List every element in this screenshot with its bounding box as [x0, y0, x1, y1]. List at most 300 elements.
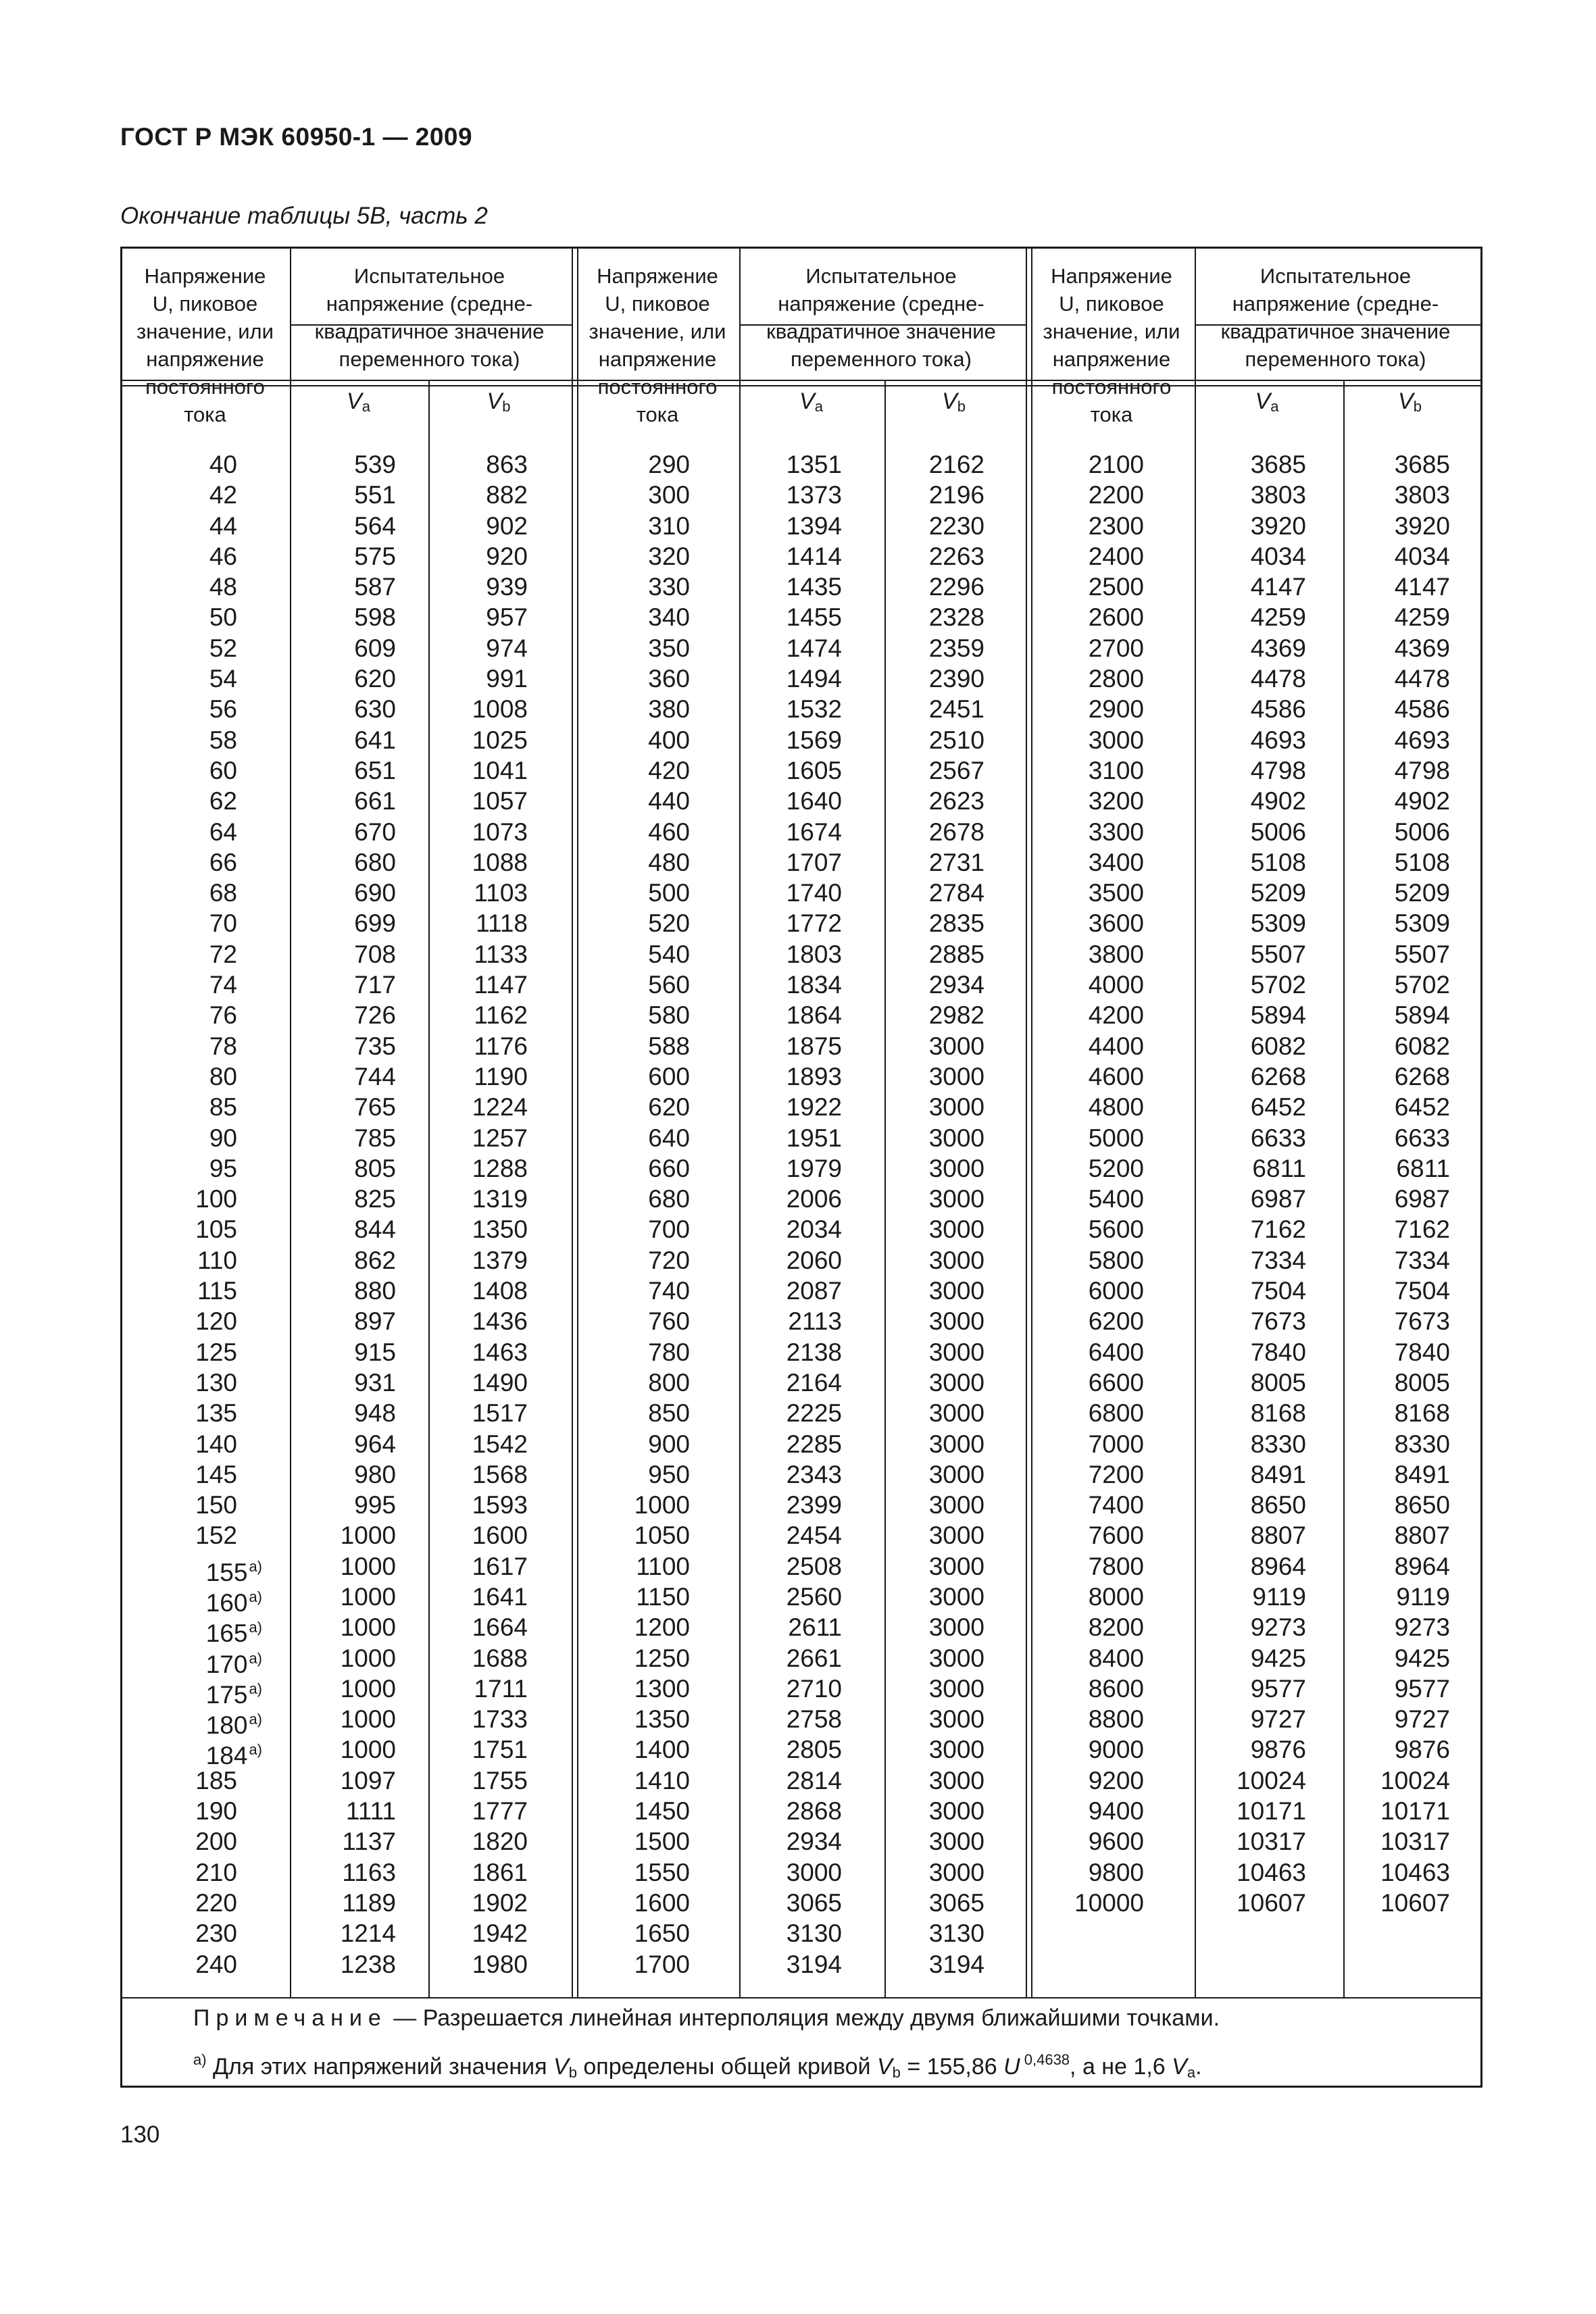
cell-value: 5894 — [1250, 1001, 1306, 1030]
cell-value: 957 — [486, 603, 528, 632]
cell-value: 74 — [209, 971, 237, 999]
cell-value: 9727 — [1394, 1705, 1450, 1734]
cell-value: 320 — [648, 542, 690, 570]
cell-g1-vb-26 — [428, 1214, 528, 1244]
cell-value: 1000 — [340, 1674, 396, 1703]
footnote-sub-b-1: b — [568, 2064, 577, 2081]
cell-value: 1600 — [472, 1521, 528, 1550]
cell-g1-va-30 — [289, 1337, 396, 1367]
cell-value: 1176 — [474, 1032, 528, 1060]
cell-g3-va-4 — [1193, 541, 1306, 572]
cell-value: 4369 — [1394, 634, 1450, 662]
cell-value: 1700 — [634, 1950, 690, 1978]
cell-value: 850 — [648, 1399, 690, 1428]
cell-g2-u-23 — [576, 1123, 690, 1153]
cell-g1-vb-32 — [428, 1398, 528, 1428]
cell-value: 880 — [354, 1277, 396, 1305]
cell-value: 1150 — [636, 1582, 690, 1611]
cell-g1-u-16 — [120, 908, 262, 938]
cell-value: 175 — [205, 1680, 248, 1709]
cell-g1-vb-39 — [428, 1612, 528, 1642]
cell-value: 2343 — [786, 1460, 842, 1488]
cell-g3-va-13 — [1193, 817, 1306, 847]
cell-value: 6800 — [1088, 1399, 1144, 1428]
cell-g2-u-40 — [576, 1643, 690, 1674]
cell-g2-u-33 — [576, 1429, 690, 1459]
cell-g2-va-27 — [739, 1245, 842, 1276]
footnote-u: U — [1003, 2054, 1020, 2080]
cell-g2-va-50 — [739, 1949, 842, 1980]
cell-g2-u-34 — [576, 1459, 690, 1490]
cell-g2-va-46 — [739, 1826, 842, 1857]
cell-g2-u-46 — [576, 1826, 690, 1857]
cell-g3-u-33 — [1030, 1429, 1144, 1459]
cell-value: 165 — [205, 1619, 248, 1648]
cell-g1-vb-17 — [428, 939, 528, 970]
header-va-1: $V_a$ — [347, 388, 370, 415]
cell-value: 575 — [354, 542, 396, 570]
cell-value: 480 — [648, 848, 690, 876]
footnote-v-2: V — [876, 2054, 893, 2080]
cell-g2-vb-9 — [884, 694, 984, 724]
cell-value: 564 — [354, 511, 396, 540]
cell-value: 8600 — [1088, 1674, 1144, 1703]
cell-g3-vb-46 — [1341, 1826, 1450, 1857]
cell-value: 200 — [195, 1828, 237, 1856]
cell-g1-vb-27 — [428, 1245, 528, 1276]
cell-g3-u-36 — [1030, 1520, 1144, 1551]
cell-g1-u-2 — [120, 480, 262, 510]
cell-g3-vb-8 — [1341, 663, 1450, 694]
cell-value: 60 — [209, 756, 237, 784]
cell-g1-u-17 — [120, 939, 262, 970]
cell-g2-u-17 — [576, 939, 690, 970]
cell-g3-vb-34 — [1341, 1459, 1450, 1490]
cell-g1-u-19 — [120, 1000, 262, 1030]
cell-g1-u-34 — [120, 1459, 262, 1490]
cell-value: 9000 — [1088, 1736, 1144, 1764]
cell-g1-va-17 — [289, 939, 396, 970]
column-vb-1 — [428, 449, 528, 1980]
cell-value: 660 — [648, 1154, 690, 1182]
cell-value: 862 — [354, 1246, 396, 1274]
cell-value: 9425 — [1394, 1644, 1450, 1672]
cell-g1-va-18 — [289, 970, 396, 1000]
cell-value: 805 — [354, 1154, 396, 1182]
column-u-2 — [576, 449, 690, 1980]
cell-value: 4369 — [1250, 634, 1306, 662]
cell-g2-vb-12 — [884, 786, 984, 816]
cell-g3-u-43 — [1030, 1734, 1144, 1765]
cell-g1-vb-18 — [428, 970, 528, 1000]
cell-value: 1224 — [472, 1093, 528, 1122]
cell-g3-u-40 — [1030, 1643, 1144, 1674]
cell-g1-vb-3 — [428, 511, 528, 541]
cell-value: 3000 — [928, 1582, 984, 1611]
cell-value: 5309 — [1250, 909, 1306, 938]
cell-value: 1517 — [472, 1399, 528, 1428]
cell-value: 3000 — [1088, 726, 1144, 754]
cell-value: 9425 — [1250, 1644, 1306, 1672]
header-vb-3: $V_b$ — [1398, 388, 1422, 415]
cell-value: 1751 — [472, 1736, 528, 1764]
cell-value: 2805 — [786, 1736, 842, 1764]
cell-g2-vb-49 — [884, 1918, 984, 1948]
cell-value: 4147 — [1250, 573, 1306, 601]
cell-value: 8650 — [1250, 1491, 1306, 1519]
cell-g2-u-29 — [576, 1306, 690, 1336]
cell-g1-va-49 — [289, 1918, 396, 1948]
cell-value: 5209 — [1250, 879, 1306, 907]
cell-g3-vb-12 — [1341, 786, 1450, 816]
cell-value: 130 — [195, 1368, 237, 1397]
cell-value: 1494 — [786, 665, 842, 693]
cell-g1-va-8 — [289, 663, 396, 694]
cell-value: 560 — [648, 971, 690, 999]
cell-g1-va-7 — [289, 633, 396, 663]
cell-value: 680 — [648, 1185, 690, 1213]
cell-value: 4902 — [1394, 787, 1450, 815]
cell-g2-va-48 — [739, 1888, 842, 1918]
cell-g1-va-6 — [289, 602, 396, 632]
cell-value: 7334 — [1394, 1246, 1450, 1274]
cell-value: 1707 — [786, 848, 842, 876]
cell-g1-vb-22 — [428, 1092, 528, 1122]
cell-g3-u-21 — [1030, 1061, 1144, 1092]
cell-g3-vb-14 — [1341, 847, 1450, 878]
cell-value: 7600 — [1088, 1521, 1144, 1550]
cell-g2-u-19 — [576, 1000, 690, 1030]
cell-value: 1740 — [786, 879, 842, 907]
cell-value: 3803 — [1250, 481, 1306, 509]
cell-g3-u-48 — [1030, 1888, 1144, 1918]
cell-value: 3000 — [928, 1246, 984, 1274]
cell-value: 825 — [354, 1185, 396, 1213]
cell-value: 1300 — [634, 1674, 690, 1703]
cell-value: 3500 — [1088, 879, 1144, 907]
cell-value: 1942 — [472, 1919, 528, 1948]
cell-value: 2230 — [928, 511, 984, 540]
cell-value: 9273 — [1394, 1613, 1450, 1642]
cell-value: 1088 — [472, 848, 528, 876]
cell-g3-vb-36 — [1341, 1520, 1450, 1551]
cell-value: 5894 — [1394, 1001, 1450, 1030]
cell-g3-vb-13 — [1341, 817, 1450, 847]
cell-value: 931 — [354, 1368, 396, 1397]
cell-value: 1000 — [340, 1552, 396, 1580]
cell-value: 2060 — [786, 1246, 842, 1274]
cell-value: 520 — [648, 909, 690, 938]
cell-g1-va-20 — [289, 1031, 396, 1061]
cell-value: 1073 — [472, 818, 528, 846]
cell-g2-vb-5 — [884, 572, 984, 602]
cell-g1-u-7 — [120, 633, 262, 663]
cell-g3-va-24 — [1193, 1153, 1306, 1184]
cell-value: 2982 — [928, 1001, 984, 1030]
cell-g1-u-29 — [120, 1306, 262, 1336]
cell-value: 64 — [209, 818, 237, 846]
cell-g1-u-48 — [120, 1888, 262, 1918]
cell-value: 2800 — [1088, 665, 1144, 693]
cell-g1-u-38 — [120, 1582, 262, 1617]
cell-g3-u-19 — [1030, 1000, 1144, 1030]
cell-g3-va-14 — [1193, 847, 1306, 878]
cell-g3-va-36 — [1193, 1520, 1306, 1551]
cell-g2-vb-48 — [884, 1888, 984, 1918]
cell-value: 2710 — [786, 1674, 842, 1703]
cell-g2-vb-30 — [884, 1337, 984, 1367]
cell-g3-va-17 — [1193, 939, 1306, 970]
note-label: Примечание — [193, 2005, 387, 2031]
cell-g3-va-19 — [1193, 1000, 1306, 1030]
column-va-3 — [1193, 449, 1306, 1918]
cell-g1-u-14 — [120, 847, 262, 878]
cell-g3-u-1 — [1030, 449, 1144, 480]
cell-value: 3000 — [928, 1521, 984, 1550]
cell-value: 4034 — [1394, 542, 1450, 570]
cell-value: 10607 — [1237, 1888, 1306, 1917]
cell-value: 85 — [209, 1093, 237, 1122]
cell-value: 2400 — [1088, 542, 1144, 570]
cell-value: 1650 — [634, 1919, 690, 1948]
cell-value: 1400 — [634, 1736, 690, 1764]
cell-g1-vb-2 — [428, 480, 528, 510]
cell-value: 1137 — [342, 1828, 396, 1856]
cell-value: 1000 — [634, 1491, 690, 1519]
cell-g2-va-37 — [739, 1551, 842, 1582]
note-text: — Разрешается линейная интерполяция между двумя ближайшими точками. — [386, 2005, 1220, 2031]
cell-g2-u-30 — [576, 1337, 690, 1367]
cell-g1-vb-4 — [428, 541, 528, 572]
cell-value: 2006 — [786, 1185, 842, 1213]
cell-value: 1250 — [634, 1644, 690, 1672]
cell-value: 9400 — [1088, 1797, 1144, 1826]
cell-g2-vb-38 — [884, 1582, 984, 1612]
cell-value: 1000 — [340, 1705, 396, 1734]
cell-g3-vb-43 — [1341, 1734, 1450, 1765]
cell-value: 380 — [648, 695, 690, 724]
cell-g3-u-2 — [1030, 480, 1144, 510]
cell-value: 1000 — [340, 1521, 396, 1550]
cell-g2-vb-24 — [884, 1153, 984, 1184]
cell-value: 7400 — [1088, 1491, 1144, 1519]
cell-value: 5507 — [1394, 940, 1450, 968]
cell-value: 4000 — [1088, 971, 1144, 999]
cell-g1-vb-1 — [428, 449, 528, 480]
cell-value: 4259 — [1394, 603, 1450, 632]
cell-value: 1025 — [472, 726, 528, 754]
cell-g3-vb-27 — [1341, 1245, 1450, 1276]
cell-value: 2611 — [788, 1613, 842, 1642]
column-u-1 — [120, 449, 262, 1980]
cell-g2-vb-20 — [884, 1031, 984, 1061]
cell-g3-u-47 — [1030, 1857, 1144, 1888]
cell-value: 150 — [195, 1491, 237, 1519]
cell-g2-va-44 — [739, 1765, 842, 1796]
cell-value: 3000 — [928, 1705, 984, 1734]
cell-value: 50 — [209, 603, 237, 632]
cell-value: 2678 — [928, 818, 984, 846]
cell-g3-vb-42 — [1341, 1704, 1450, 1734]
cell-value: 3803 — [1394, 481, 1450, 509]
cell-value: 2087 — [786, 1277, 842, 1305]
cell-value: 3000 — [928, 1430, 984, 1458]
cell-g2-va-49 — [739, 1918, 842, 1948]
cell-value: 2934 — [928, 971, 984, 999]
cell-g2-vb-39 — [884, 1612, 984, 1642]
cell-g2-va-10 — [739, 725, 842, 755]
cell-g1-va-24 — [289, 1153, 396, 1184]
table-caption: Окончание таблицы 5В, часть 2 — [120, 203, 488, 229]
cell-value: 2731 — [928, 848, 984, 876]
cell-g2-u-1 — [576, 449, 690, 480]
cell-value: 1664 — [472, 1613, 528, 1642]
cell-value: 1755 — [472, 1766, 528, 1794]
cell-value: 9600 — [1088, 1828, 1144, 1856]
cell-value: 1568 — [472, 1460, 528, 1488]
cell-g3-vb-22 — [1341, 1092, 1450, 1122]
cell-g3-u-39 — [1030, 1612, 1144, 1642]
cell-value: 620 — [354, 665, 396, 693]
cell-value: 9200 — [1088, 1766, 1144, 1794]
cell-g2-u-27 — [576, 1245, 690, 1276]
cell-value: 765 — [354, 1093, 396, 1122]
cell-g3-u-15 — [1030, 878, 1144, 908]
cell-value: 3000 — [928, 1491, 984, 1519]
cell-value: 3194 — [786, 1950, 842, 1978]
cell-value: 882 — [486, 481, 528, 509]
cell-value: 1435 — [786, 573, 842, 601]
cell-g1-va-21 — [289, 1061, 396, 1092]
footnote-v-1: V — [553, 2054, 569, 2080]
cell-g2-vb-8 — [884, 663, 984, 694]
cell-value: 4478 — [1394, 665, 1450, 693]
cell-g3-vb-28 — [1341, 1276, 1450, 1306]
cell-value: 4259 — [1250, 603, 1306, 632]
cell-g3-va-31 — [1193, 1367, 1306, 1398]
cell-value: 2390 — [928, 665, 984, 693]
cell-value: 3000 — [928, 1338, 984, 1366]
cell-value: 220 — [195, 1888, 237, 1917]
cell-value: 1162 — [474, 1001, 528, 1030]
cell-g2-u-47 — [576, 1857, 690, 1888]
cell-g2-vb-37 — [884, 1551, 984, 1582]
cell-g1-u-15 — [120, 878, 262, 908]
cell-value: 8005 — [1394, 1368, 1450, 1397]
cell-g1-u-4 — [120, 541, 262, 572]
cell-value: 2034 — [786, 1215, 842, 1244]
cell-g2-u-49 — [576, 1918, 690, 1948]
cell-g3-u-42 — [1030, 1704, 1144, 1734]
cell-value: 863 — [486, 451, 528, 478]
cell-value: 1408 — [472, 1277, 528, 1305]
cell-g2-u-44 — [576, 1765, 690, 1796]
cell-g1-u-44 — [120, 1765, 262, 1796]
cell-g1-u-40 — [120, 1643, 262, 1678]
cell-value: 1410 — [634, 1766, 690, 1794]
cell-g2-u-18 — [576, 970, 690, 1000]
header-voltage-3: Напряжение U, пиковое значение, или напряжение постоянного тока — [1043, 264, 1180, 426]
cell-g1-va-2 — [289, 480, 396, 510]
cell-g2-vb-44 — [884, 1765, 984, 1796]
footnote-ref: а) — [249, 1649, 262, 1667]
cell-g1-va-12 — [289, 786, 396, 816]
cell-g1-vb-10 — [428, 725, 528, 755]
cell-g1-vb-45 — [428, 1796, 528, 1826]
cell-g2-va-17 — [739, 939, 842, 970]
cell-g1-va-50 — [289, 1949, 396, 1980]
cell-value: 708 — [354, 940, 396, 968]
cell-g2-va-41 — [739, 1674, 842, 1704]
cell-value: 4800 — [1088, 1093, 1144, 1122]
cell-g3-u-26 — [1030, 1214, 1144, 1244]
cell-g3-va-41 — [1193, 1674, 1306, 1704]
cell-g3-vb-9 — [1341, 694, 1450, 724]
cell-value: 9577 — [1394, 1674, 1450, 1703]
cell-value: 360 — [648, 665, 690, 693]
cell-g3-vb-31 — [1341, 1367, 1450, 1398]
cell-g1-vb-29 — [428, 1306, 528, 1336]
cell-g1-vb-5 — [428, 572, 528, 602]
column-vb-2 — [884, 449, 984, 1980]
cell-value: 1118 — [476, 909, 528, 938]
cell-value: 1711 — [474, 1674, 528, 1703]
cell-value: 2399 — [786, 1491, 842, 1519]
cell-g3-u-13 — [1030, 817, 1144, 847]
cell-g3-va-32 — [1193, 1398, 1306, 1428]
cell-g1-va-32 — [289, 1398, 396, 1428]
cell-value: 3000 — [928, 1277, 984, 1305]
cell-value: 8807 — [1394, 1521, 1450, 1550]
cell-value: 4798 — [1394, 756, 1450, 784]
cell-g2-vb-14 — [884, 847, 984, 878]
cell-value: 6452 — [1250, 1093, 1306, 1122]
footnote-text-1: Для этих напряжений значения — [206, 2054, 554, 2080]
cell-value: 2451 — [928, 695, 984, 724]
cell-value: 3065 — [928, 1888, 984, 1917]
cell-value: 726 — [354, 1001, 396, 1030]
cell-g3-va-27 — [1193, 1245, 1306, 1276]
cell-value: 3300 — [1088, 818, 1144, 846]
cell-value: 3000 — [928, 1154, 984, 1182]
cell-value: 7334 — [1250, 1246, 1306, 1274]
column-vb-3 — [1341, 449, 1450, 1918]
cell-value: 1455 — [786, 603, 842, 632]
cell-g2-vb-26 — [884, 1214, 984, 1244]
cell-g3-vb-21 — [1341, 1061, 1450, 1092]
cell-g3-va-16 — [1193, 908, 1306, 938]
cell-value: 2758 — [786, 1705, 842, 1734]
cell-value: 6987 — [1394, 1185, 1450, 1213]
cell-value: 6268 — [1394, 1062, 1450, 1090]
cell-value: 8491 — [1250, 1460, 1306, 1488]
cell-g1-u-45 — [120, 1796, 262, 1826]
cell-value: 4902 — [1250, 787, 1306, 815]
cell-value: 2285 — [786, 1430, 842, 1458]
header-test-3: Испытательное напряжение (средне- квадратичное значение переменного тока) — [1220, 264, 1451, 371]
cell-value: 1500 — [634, 1828, 690, 1856]
cell-value: 1532 — [786, 695, 842, 724]
cell-value: 5702 — [1250, 971, 1306, 999]
footnote-ref: а) — [249, 1588, 262, 1605]
cell-value: 551 — [354, 481, 396, 509]
cell-g2-va-9 — [739, 694, 842, 724]
cell-value: 5209 — [1394, 879, 1450, 907]
cell-g2-u-32 — [576, 1398, 690, 1428]
cell-g3-u-16 — [1030, 908, 1144, 938]
cell-value: 1979 — [786, 1154, 842, 1182]
cell-g3-va-9 — [1193, 694, 1306, 724]
